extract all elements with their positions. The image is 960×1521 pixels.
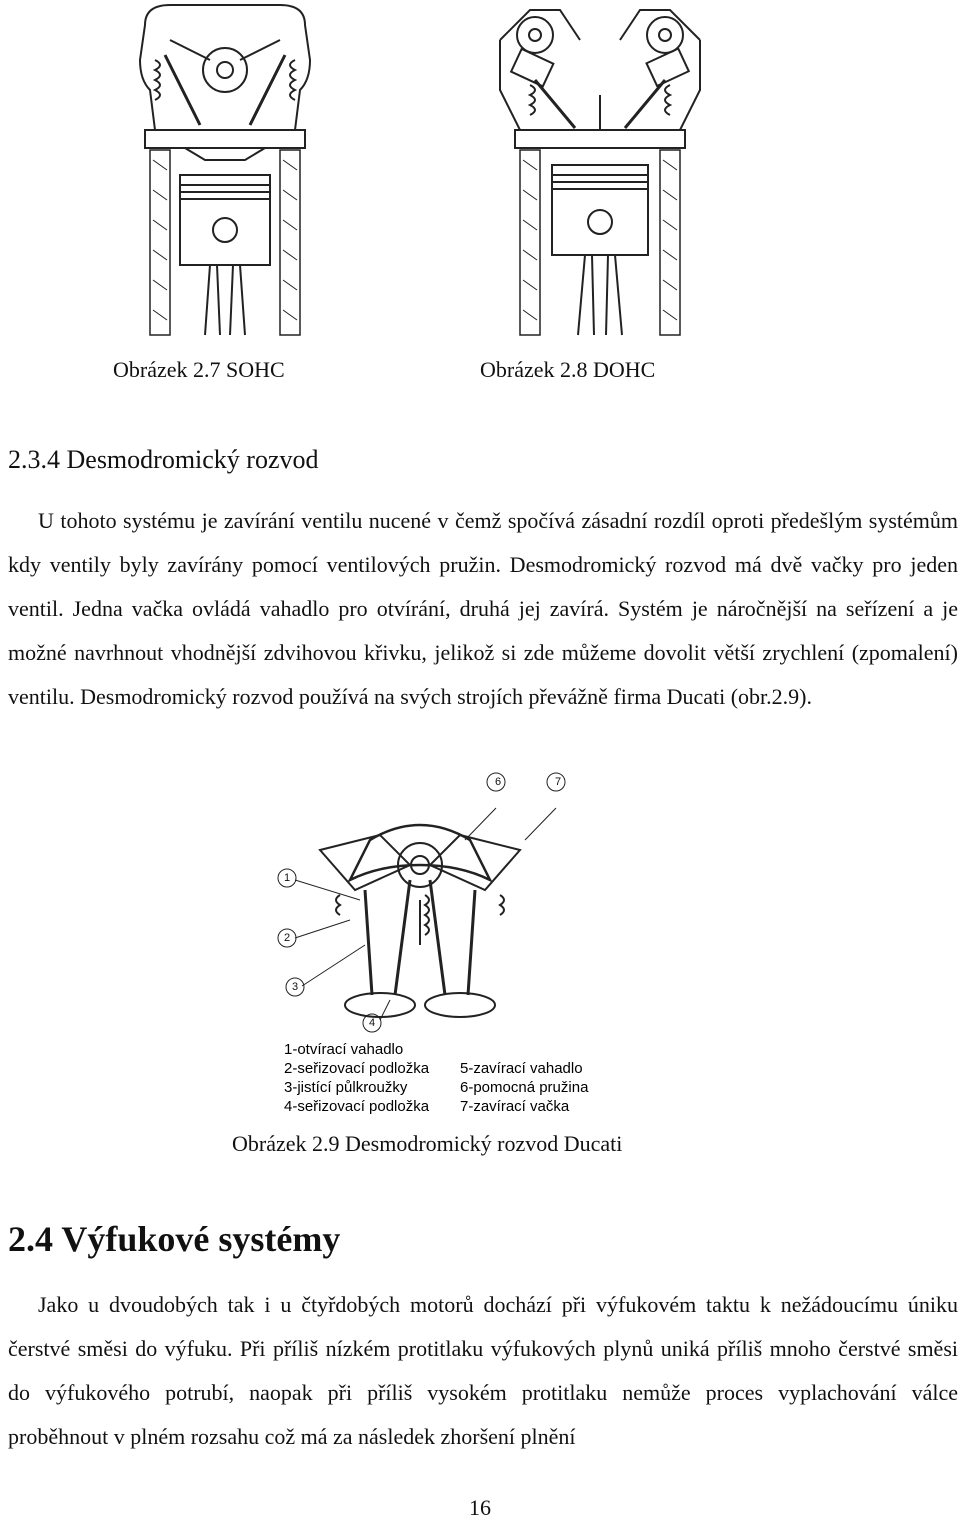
callout-2: 2: [283, 932, 291, 944]
callout-3: 3: [291, 981, 299, 993]
desmodromic-paragraph: U tohoto systému je zavírání ventilu nucené v čemž spočívá zásadní rozdíl oproti předešlým systémům kdy ventily byly zavírány pomocí ventilových pružin. Desmodromický rozvod má dvě vačky pro jeden ventil. Jedna vačka ovládá vahadlo pro otvírání, druhá jej zavírá. Systém je náročnější na seřízení a je možné navrhnout vhodnější zdvihovou křivku, jelikož si zde můžeme dovolit větší zrychlení (zpomalení) ventilu. Desmodromický rozvod používá na svých strojích převážně firma Ducati (obr.2.9).: [8, 508, 958, 709]
dohc-engine-drawing: [490, 0, 710, 336]
legend-item: 1-otvírací vahadlo: [284, 1041, 404, 1058]
legend-item: 7-zavírací vačka: [460, 1098, 570, 1115]
callout-6: 6: [494, 776, 502, 788]
exhaust-paragraph: Jako u dvoudobých tak i u čtyřdobých motorů dochází při výfukovém taktu k nežádoucímu úniku čerstvé směsi do výfuku. Při příliš nízkém protitlaku výfukových plynů uniká příliš mnoho čerstvé směsi do výfukového potrubí, naopak při příliš vysokém protitlaku nemůže proces vyplachování válce proběhnout v plném rozsahu což má za následek zhoršení plnění: [8, 1292, 958, 1449]
legend-item: 5-zavírací vahadlo: [460, 1060, 583, 1077]
figure-2-7-caption: Obrázek 2.7 SOHC: [113, 357, 285, 382]
legend-right: [460, 1059, 588, 1116]
section-heading-2-3-4: 2.3.4 Desmodromický rozvod: [8, 445, 319, 474]
callout-4: 4: [368, 1017, 376, 1029]
section-heading-2-4: 2.4 Výfukové systémy: [8, 1219, 341, 1259]
callout-1: 1: [283, 872, 291, 884]
page-number: 16: [469, 1495, 491, 1520]
figure-2-9-caption: Obrázek 2.9 Desmodromický rozvod Ducati: [232, 1131, 623, 1156]
legend-left: [284, 1040, 429, 1116]
legend-item: 6-pomocná pružina: [460, 1079, 589, 1096]
figure-2-8-caption: Obrázek 2.8 DOHC: [480, 357, 656, 382]
legend-item: 2-seřizovací podložka: [284, 1060, 430, 1077]
desmodromic-ducati-drawing: [260, 770, 580, 1040]
sohc-engine-drawing: [125, 0, 325, 336]
callout-7: 7: [554, 776, 562, 788]
legend-item: 3-jistící půlkroužky: [284, 1079, 408, 1096]
legend-item: 4-seřizovací podložka: [284, 1098, 430, 1115]
